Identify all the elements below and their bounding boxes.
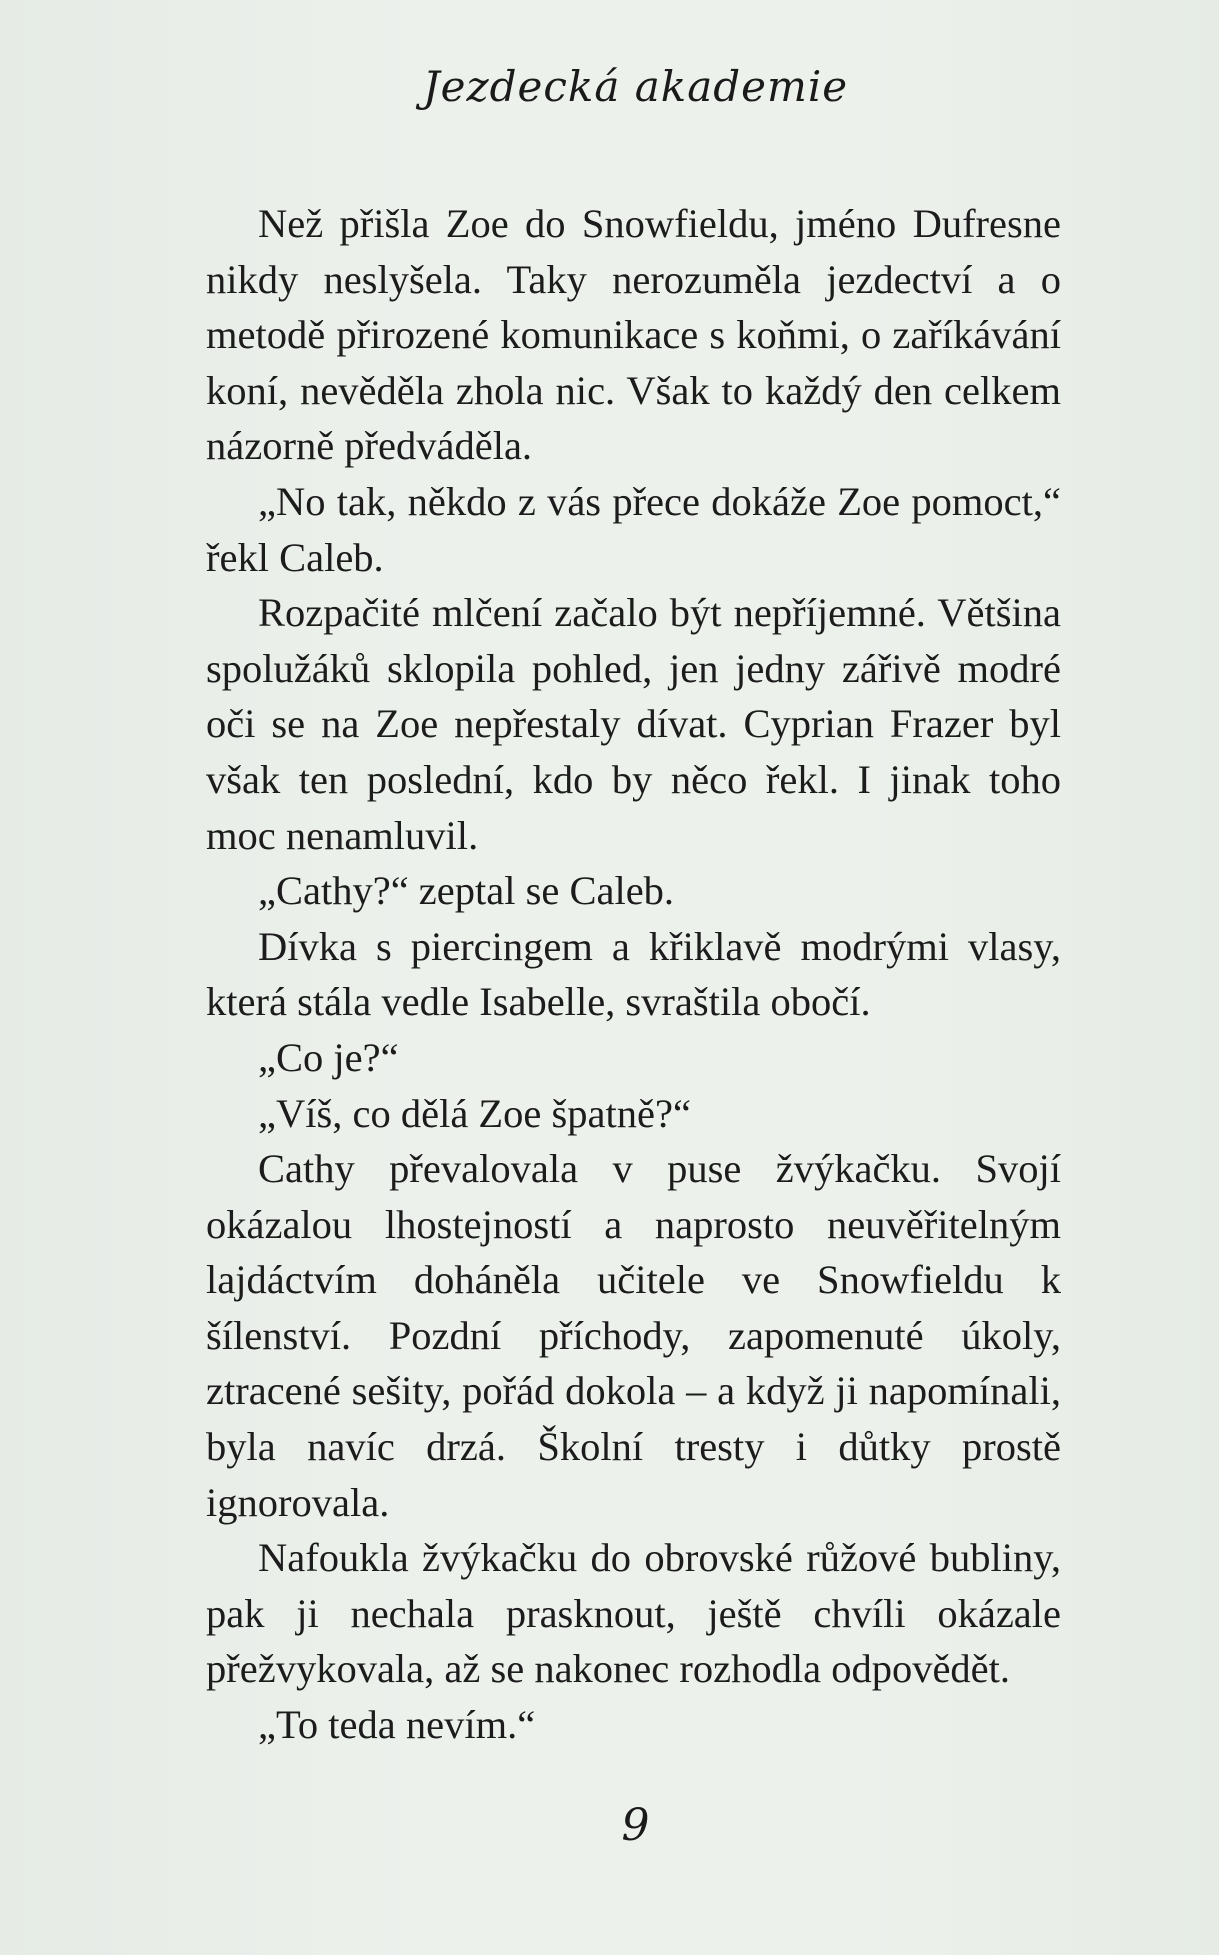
paragraph: „Co je?“: [258, 1034, 399, 1080]
paragraph: „To teda nevím.“: [258, 1702, 536, 1748]
paragraph: „Cathy?“ zeptal se Caleb.: [258, 868, 675, 914]
paragraph: Nafoukla žvýkačku do obrovské růžové bubliny, pak ji nechala prasknout, ještě chvíli okázale přežvykovala, až se nakonec rozhodla odpovědět.: [206, 1535, 1061, 1692]
paragraph: „No tak, někdo z vás přece dokáže Zoe pomoct,“ řekl Caleb.: [206, 478, 1061, 580]
paragraph: Než přišla Zoe do Snowfieldu, jméno Dufresne nikdy neslyšela. Taky nerozuměla jezdectví a o metodě přirozené komunikace s koňmi, o zaříkávání koní, nevěděla zhola nic. Však to každý den celkem názorně předváděla.: [206, 201, 1061, 469]
running-title: Jezdecká akademie: [422, 62, 849, 111]
paragraph: Cathy převalovala v puse žvýkačku. Svojí okázalou lhostejností a naprosto neuvěřitelným lajdáctvím doháněla učitele ve Snowfieldu k šílenství. Pozdní příchody, zapomenuté úkoly, ztracené sešity, pořád dokola – a když ji napomínali, byla navíc drzá. Školní tresty i důtky prostě ignorovala.: [206, 1146, 1061, 1525]
paragraph: „Víš, co dělá Zoe špatně?“: [258, 1090, 691, 1136]
paragraph: Rozpačité mlčení začalo být nepříjemné. Většina spolužáků sklopila pohled, jen jedny zářivě modré oči se na Zoe nepřestaly dívat. Cyprian Frazer byl však ten poslední, kdo by něco řekl. I jinak toho moc nenamluvil.: [206, 590, 1061, 858]
page-number: 9: [621, 1800, 650, 1851]
body-text: [206, 196, 1061, 1753]
paragraph: Dívka s piercingem a křiklavě modrými vlasy, která stála vedle Isabelle, svraštila obočí.: [206, 923, 1061, 1025]
